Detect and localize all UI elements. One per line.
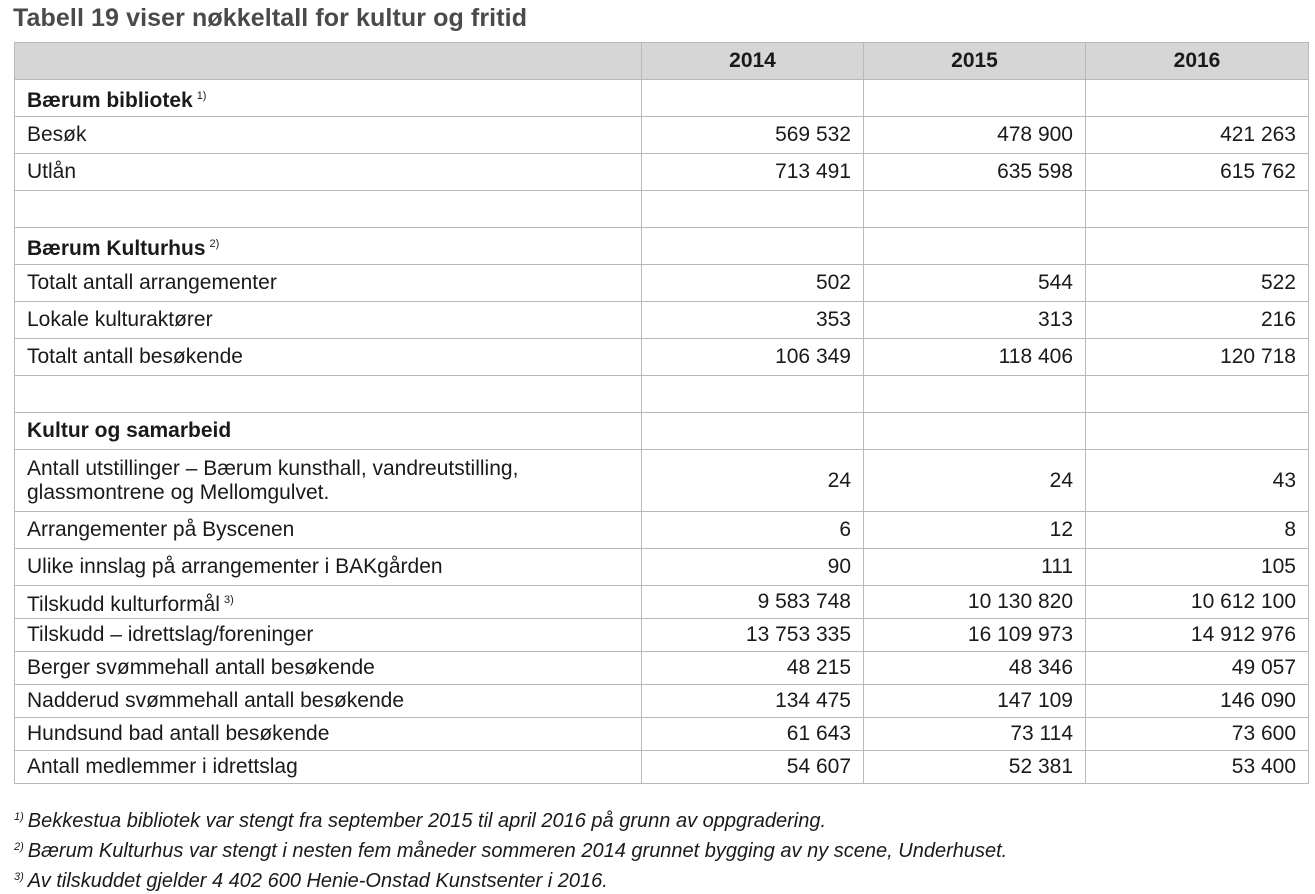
row-label-cell	[15, 154, 642, 191]
footnote-text: Bekkestua bibliotek var stengt fra september 2015 til april 2016 på grunn av oppgradering.	[27, 810, 827, 832]
row-label-cell	[15, 685, 642, 718]
row-label: Bærum Kulturhus	[27, 236, 206, 260]
row-label: Tilskudd – idrettslag/foreninger	[27, 623, 314, 646]
row-label: Ulike innslag på arrangementer i BAKgården	[27, 555, 443, 578]
row-label-cell	[15, 191, 642, 228]
table-header-row	[15, 43, 1309, 80]
value-cell	[1086, 191, 1309, 228]
value-cell: 12	[864, 512, 1086, 549]
value-cell: 146 090	[1086, 685, 1309, 718]
value-cell: 48 215	[642, 652, 864, 685]
header-cell-year: 2016	[1086, 43, 1309, 80]
value-cell: 120 718	[1086, 339, 1309, 376]
value-cell: 502	[642, 265, 864, 302]
table-row	[15, 450, 1309, 512]
value-cell	[864, 191, 1086, 228]
row-label: Antall medlemmer i idrettslag	[27, 755, 298, 778]
footnote-reference: 2)	[209, 237, 220, 250]
value-cell	[642, 228, 864, 265]
row-label-cell	[15, 117, 642, 154]
row-label-cell	[15, 265, 642, 302]
value-cell: 216	[1086, 302, 1309, 339]
value-cell: 6	[642, 512, 864, 549]
value-cell: 111	[864, 549, 1086, 586]
value-cell	[642, 80, 864, 117]
value-cell: 14 912 976	[1086, 619, 1309, 652]
table-row	[15, 751, 1309, 784]
value-cell: 61 643	[642, 718, 864, 751]
value-cell	[864, 80, 1086, 117]
value-cell: 522	[1086, 265, 1309, 302]
row-label-cell	[15, 228, 642, 265]
value-cell: 8	[1086, 512, 1309, 549]
value-cell	[1086, 376, 1309, 413]
row-label-cell	[15, 619, 642, 652]
value-cell: 48 346	[864, 652, 1086, 685]
row-label-cell	[15, 586, 642, 619]
row-label: Kultur og samarbeid	[27, 419, 232, 442]
footnotes	[14, 804, 1007, 894]
value-cell: 52 381	[864, 751, 1086, 784]
footnote-reference: 1)	[196, 89, 207, 102]
value-cell: 54 607	[642, 751, 864, 784]
value-cell: 13 753 335	[642, 619, 864, 652]
footnote-mark: 3)	[14, 871, 24, 883]
value-cell	[1086, 80, 1309, 117]
value-cell: 16 109 973	[864, 619, 1086, 652]
row-label-cell	[15, 652, 642, 685]
header-cell-year: 2015	[864, 43, 1086, 80]
value-cell: 635 598	[864, 154, 1086, 191]
value-cell	[864, 413, 1086, 450]
row-label-cell	[15, 339, 642, 376]
value-cell: 544	[864, 265, 1086, 302]
footnote-mark: 1)	[14, 811, 24, 823]
value-cell: 106 349	[642, 339, 864, 376]
section-header-row	[15, 228, 1309, 265]
spacer-row	[15, 376, 1309, 413]
footnote-text: Av tilskuddet gjelder 4 402 600 Henie-Onstad Kunstsenter i 2016.	[27, 870, 608, 892]
row-label: Bærum bibliotek	[27, 88, 193, 112]
value-cell: 53 400	[1086, 751, 1309, 784]
value-cell: 9 583 748	[642, 586, 864, 619]
table-row	[15, 586, 1309, 619]
row-label: Lokale kulturaktører	[27, 308, 213, 331]
value-cell	[864, 376, 1086, 413]
table-row	[15, 549, 1309, 586]
header-cell-label	[15, 43, 642, 80]
value-cell: 615 762	[1086, 154, 1309, 191]
value-cell	[642, 191, 864, 228]
row-label-cell	[15, 376, 642, 413]
value-cell: 569 532	[642, 117, 864, 154]
footnote-reference: 3)	[223, 593, 234, 606]
row-label-cell	[15, 751, 642, 784]
value-cell: 353	[642, 302, 864, 339]
row-label-cell	[15, 302, 642, 339]
value-cell: 118 406	[864, 339, 1086, 376]
spacer-row	[15, 191, 1309, 228]
row-label-cell	[15, 450, 642, 512]
value-cell	[864, 228, 1086, 265]
row-label: Arrangementer på Byscenen	[27, 518, 295, 541]
table-row	[15, 154, 1309, 191]
row-label: Totalt antall arrangementer	[27, 271, 277, 294]
table-row	[15, 685, 1309, 718]
row-label: Besøk	[27, 123, 87, 146]
table-row	[15, 512, 1309, 549]
row-label: Utlån	[27, 160, 77, 183]
value-cell	[1086, 413, 1309, 450]
page-title: Tabell 19 viser nøkkeltall for kultur og fritid	[13, 4, 528, 32]
table-row	[15, 339, 1309, 376]
value-cell: 73 600	[1086, 718, 1309, 751]
section-header-row	[15, 80, 1309, 117]
value-cell: 147 109	[864, 685, 1086, 718]
row-label: Totalt antall besøkende	[27, 345, 243, 368]
row-label: Antall utstillinger – Bærum kunsthall, vandreutstilling, glassmontrene og Mellomgulvet.	[27, 456, 519, 504]
row-label-cell	[15, 549, 642, 586]
table-row	[15, 302, 1309, 339]
row-label: Nadderud svømmehall antall besøkende	[27, 689, 405, 712]
row-label-cell	[15, 718, 642, 751]
value-cell: 134 475	[642, 685, 864, 718]
value-cell: 24	[642, 450, 864, 512]
row-label: Hundsund bad antall besøkende	[27, 722, 330, 745]
value-cell: 10 612 100	[1086, 586, 1309, 619]
row-label: Tilskudd kulturformål	[27, 592, 220, 616]
row-label-cell	[15, 413, 642, 450]
table-row	[15, 265, 1309, 302]
row-label-cell	[15, 512, 642, 549]
footnote-text: Bærum Kulturhus var stengt i nesten fem måneder sommeren 2014 grunnet bygging av ny scene, Underhuset.	[27, 840, 1008, 862]
value-cell: 43	[1086, 450, 1309, 512]
value-cell: 478 900	[864, 117, 1086, 154]
table-row	[15, 718, 1309, 751]
footnote	[14, 864, 1007, 894]
value-cell: 105	[1086, 549, 1309, 586]
value-cell: 24	[864, 450, 1086, 512]
footnote-mark: 2)	[14, 841, 24, 853]
row-label-cell	[15, 80, 642, 117]
value-cell: 713 491	[642, 154, 864, 191]
header-cell-year: 2014	[642, 43, 864, 80]
value-cell	[1086, 228, 1309, 265]
section-header-row	[15, 413, 1309, 450]
value-cell: 10 130 820	[864, 586, 1086, 619]
key-figures-table	[14, 42, 1309, 784]
value-cell: 49 057	[1086, 652, 1309, 685]
value-cell	[642, 413, 864, 450]
value-cell: 421 263	[1086, 117, 1309, 154]
value-cell	[642, 376, 864, 413]
footnote	[14, 834, 1007, 864]
table-row	[15, 117, 1309, 154]
footnote	[14, 804, 1007, 834]
value-cell: 73 114	[864, 718, 1086, 751]
table-row	[15, 619, 1309, 652]
value-cell: 313	[864, 302, 1086, 339]
table-row	[15, 652, 1309, 685]
value-cell: 90	[642, 549, 864, 586]
row-label: Berger svømmehall antall besøkende	[27, 656, 375, 679]
